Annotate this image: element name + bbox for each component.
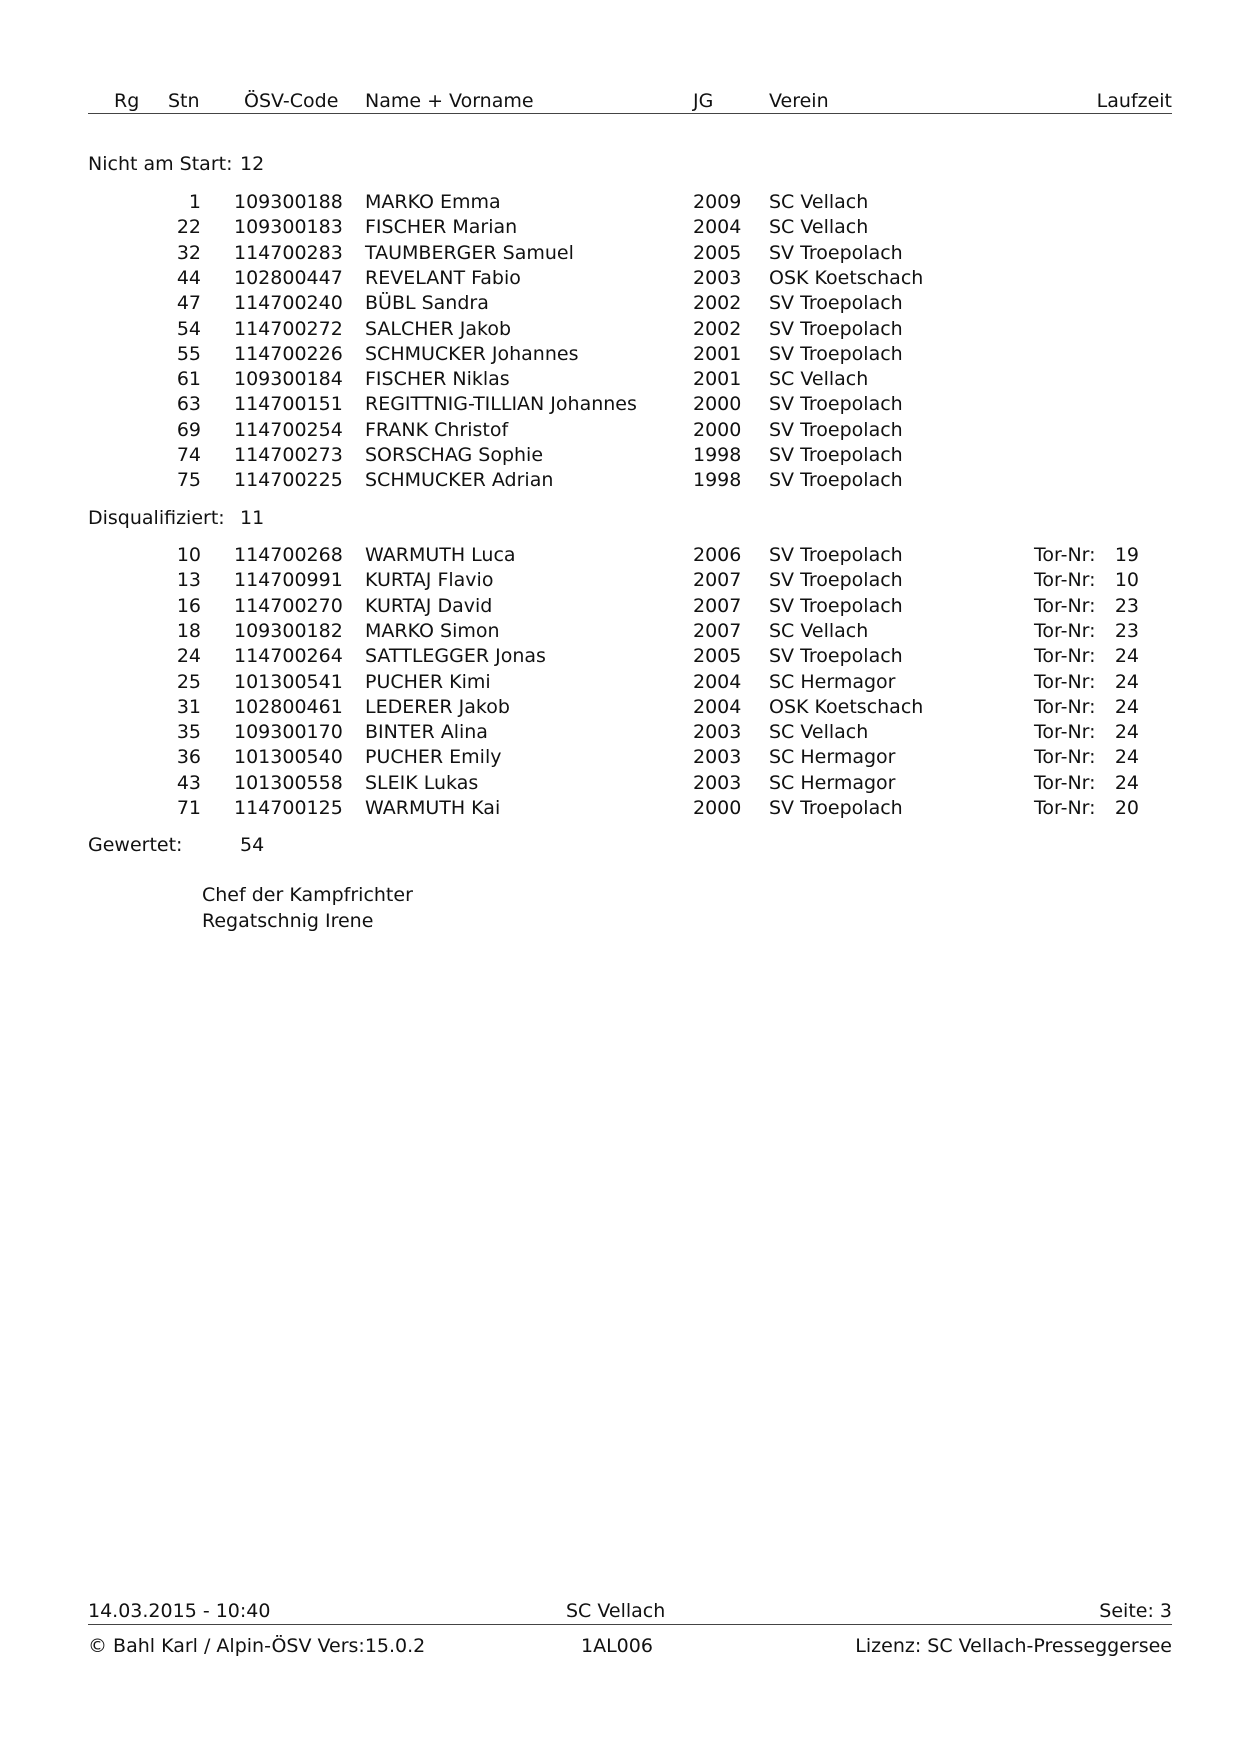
birth-year: 2003	[693, 721, 742, 744]
table-row	[0, 267, 1240, 292]
athlete-name: REGITTNIG-TILLIAN Johannes	[365, 393, 637, 416]
footer-copyright: © Bahl Karl / Alpin-ÖSV Vers:15.0.2	[88, 1635, 426, 1657]
athlete-name: LEDERER Jakob	[365, 695, 510, 718]
start-number: 22	[176, 216, 201, 239]
start-number: 75	[176, 469, 201, 492]
footer-license: Lizenz: SC Vellach-Presseggersee	[855, 1635, 1172, 1657]
start-number: 10	[176, 544, 201, 566]
oesv-code: 101300558	[234, 771, 343, 794]
club-name: SC Hermagor	[769, 670, 896, 693]
footer-divider	[88, 1624, 1172, 1625]
club-name: SV Troepolach	[769, 594, 903, 617]
table-row	[0, 797, 1240, 822]
birth-year: 2004	[693, 216, 742, 239]
gate-label: Tor-Nr:	[1034, 619, 1096, 642]
birth-year: 2003	[693, 746, 742, 769]
table-row	[0, 645, 1240, 670]
birth-year: 2001	[693, 342, 742, 365]
athlete-name: KURTAJ David	[365, 594, 493, 617]
start-number: 47	[176, 292, 201, 315]
start-number: 13	[176, 569, 201, 592]
club-name: OSK Koetschach	[769, 695, 924, 718]
club-name: SV Troepolach	[769, 317, 903, 340]
athlete-name: SCHMUCKER Adrian	[365, 469, 554, 492]
athlete-name: SCHMUCKER Johannes	[365, 342, 579, 365]
club-name: SC Vellach	[769, 721, 869, 744]
oesv-code: 114700240	[234, 292, 343, 315]
gate-number: 24	[1114, 746, 1139, 769]
birth-year: 2003	[693, 771, 742, 794]
header-club: Verein	[769, 90, 829, 112]
athlete-name: MARKO Simon	[365, 619, 500, 642]
athlete-name: BÜBL Sandra	[365, 292, 489, 315]
start-number: 18	[176, 619, 201, 642]
birth-year: 2000	[693, 393, 742, 416]
oesv-code: 114700226	[234, 342, 343, 365]
table-row	[0, 191, 1240, 216]
header-jg: JG	[693, 90, 714, 112]
start-number: 55	[176, 342, 201, 365]
gate-number: 19	[1114, 544, 1139, 566]
birth-year: 2004	[693, 670, 742, 693]
table-row	[0, 696, 1240, 721]
birth-year: 1998	[693, 469, 742, 492]
gate-label: Tor-Nr:	[1034, 695, 1096, 718]
table-row	[0, 292, 1240, 317]
athlete-name: SATTLEGGER Jonas	[365, 645, 546, 668]
birth-year: 2004	[693, 695, 742, 718]
start-number: 35	[176, 721, 201, 744]
start-number: 36	[176, 746, 201, 769]
table-row	[0, 444, 1240, 469]
athlete-name: SALCHER Jakob	[365, 317, 512, 340]
oesv-code: 109300182	[234, 619, 343, 642]
referee-name: Regatschnig Irene	[202, 910, 374, 932]
table-row	[0, 469, 1240, 494]
birth-year: 2007	[693, 619, 742, 642]
club-name: SC Vellach	[769, 368, 869, 391]
table-row	[0, 620, 1240, 645]
table-row	[0, 671, 1240, 696]
birth-year: 2000	[693, 418, 742, 441]
athlete-name: TAUMBERGER Samuel	[365, 241, 574, 264]
oesv-code: 101300540	[234, 746, 343, 769]
athlete-name: FRANK Christof	[365, 418, 509, 441]
footer-code: 1AL006	[581, 1635, 653, 1657]
athlete-name: PUCHER Kimi	[365, 670, 491, 693]
table-row	[0, 216, 1240, 241]
table-row	[0, 772, 1240, 797]
oesv-code: 114700125	[234, 797, 343, 819]
table-row	[0, 419, 1240, 444]
athlete-name: WARMUTH Kai	[365, 797, 501, 819]
birth-year: 2007	[693, 594, 742, 617]
athlete-name: KURTAJ Flavio	[365, 569, 494, 592]
birth-year: 2009	[693, 191, 742, 213]
gate-label: Tor-Nr:	[1034, 544, 1096, 566]
oesv-code: 109300188	[234, 191, 343, 213]
header-divider	[88, 113, 1172, 114]
club-name: SC Hermagor	[769, 771, 896, 794]
disqualified-label: Disqualifiziert:	[88, 507, 225, 529]
gate-number: 20	[1114, 797, 1139, 819]
disqualified-count: 11	[240, 507, 265, 529]
table-row	[0, 368, 1240, 393]
oesv-code: 109300184	[234, 368, 343, 391]
athlete-name: SLEIK Lukas	[365, 771, 479, 794]
gate-label: Tor-Nr:	[1034, 594, 1096, 617]
athlete-name: MARKO Emma	[365, 191, 501, 213]
start-number: 44	[176, 266, 201, 289]
birth-year: 2006	[693, 544, 742, 566]
club-name: SC Vellach	[769, 216, 869, 239]
oesv-code: 109300183	[234, 216, 343, 239]
table-row	[0, 569, 1240, 594]
table-row	[0, 721, 1240, 746]
athlete-name: REVELANT Fabio	[365, 266, 521, 289]
gate-number: 23	[1114, 594, 1139, 617]
oesv-code: 114700268	[234, 544, 343, 566]
birth-year: 2000	[693, 797, 742, 819]
club-name: SV Troepolach	[769, 544, 903, 566]
oesv-code: 114700270	[234, 594, 343, 617]
start-number: 24	[176, 645, 201, 668]
not-started-count: 12	[240, 153, 265, 175]
rated-label: Gewertet:	[88, 834, 183, 856]
oesv-code: 101300541	[234, 670, 343, 693]
athlete-name: SORSCHAG Sophie	[365, 444, 544, 466]
footer-club: SC Vellach	[566, 1600, 666, 1622]
club-name: SC Vellach	[769, 619, 869, 642]
oesv-code: 114700254	[234, 418, 343, 441]
table-row	[0, 343, 1240, 368]
gate-number: 24	[1114, 695, 1139, 718]
start-number: 63	[176, 393, 201, 416]
gate-label: Tor-Nr:	[1034, 746, 1096, 769]
athlete-name: PUCHER Emily	[365, 746, 502, 769]
gate-number: 10	[1114, 569, 1139, 592]
oesv-code: 102800447	[234, 266, 343, 289]
oesv-code: 114700272	[234, 317, 343, 340]
table-row	[0, 595, 1240, 620]
start-number: 1	[188, 191, 201, 213]
start-number: 71	[176, 797, 201, 819]
start-number: 16	[176, 594, 201, 617]
club-name: SV Troepolach	[769, 241, 903, 264]
footer-page: Seite: 3	[1099, 1600, 1172, 1622]
gate-label: Tor-Nr:	[1034, 797, 1096, 819]
oesv-code: 109300170	[234, 721, 343, 744]
club-name: SV Troepolach	[769, 342, 903, 365]
oesv-code: 114700225	[234, 469, 343, 492]
start-number: 31	[176, 695, 201, 718]
birth-year: 2001	[693, 368, 742, 391]
oesv-code: 114700991	[234, 569, 343, 592]
start-number: 69	[176, 418, 201, 441]
gate-label: Tor-Nr:	[1034, 771, 1096, 794]
start-number: 25	[176, 670, 201, 693]
gate-label: Tor-Nr:	[1034, 569, 1096, 592]
header-code: ÖSV-Code	[244, 90, 339, 112]
rated-count: 54	[240, 834, 265, 856]
club-name: SV Troepolach	[769, 418, 903, 441]
header-name: Name + Vorname	[365, 90, 534, 112]
birth-year: 2002	[693, 292, 742, 315]
start-number: 74	[176, 444, 201, 466]
not-started-label: Nicht am Start:	[88, 153, 233, 175]
club-name: OSK Koetschach	[769, 266, 924, 289]
gate-number: 24	[1114, 721, 1139, 744]
oesv-code: 102800461	[234, 695, 343, 718]
gate-number: 24	[1114, 670, 1139, 693]
start-number: 61	[176, 368, 201, 391]
birth-year: 2007	[693, 569, 742, 592]
oesv-code: 114700283	[234, 241, 343, 264]
birth-year: 2003	[693, 266, 742, 289]
birth-year: 2005	[693, 645, 742, 668]
header-rg: Rg	[114, 90, 140, 112]
gate-label: Tor-Nr:	[1034, 645, 1096, 668]
table-row	[0, 544, 1240, 569]
club-name: SV Troepolach	[769, 469, 903, 492]
oesv-code: 114700273	[234, 444, 343, 466]
birth-year: 2002	[693, 317, 742, 340]
start-number: 54	[176, 317, 201, 340]
start-number: 43	[176, 771, 201, 794]
club-name: SV Troepolach	[769, 444, 903, 466]
gate-number: 24	[1114, 645, 1139, 668]
club-name: SV Troepolach	[769, 645, 903, 668]
gate-label: Tor-Nr:	[1034, 721, 1096, 744]
club-name: SV Troepolach	[769, 393, 903, 416]
gate-number: 24	[1114, 771, 1139, 794]
athlete-name: FISCHER Marian	[365, 216, 518, 239]
gate-number: 23	[1114, 619, 1139, 642]
table-row	[0, 242, 1240, 267]
referee-title: Chef der Kampfrichter	[202, 884, 413, 906]
gate-label: Tor-Nr:	[1034, 670, 1096, 693]
athlete-name: FISCHER Niklas	[365, 368, 510, 391]
club-name: SV Troepolach	[769, 292, 903, 315]
club-name: SC Vellach	[769, 191, 869, 213]
table-row	[0, 746, 1240, 771]
table-row	[0, 318, 1240, 343]
header-stn: Stn	[168, 90, 200, 112]
start-number: 32	[176, 241, 201, 264]
oesv-code: 114700264	[234, 645, 343, 668]
club-name: SV Troepolach	[769, 569, 903, 592]
birth-year: 2005	[693, 241, 742, 264]
athlete-name: BINTER Alina	[365, 721, 488, 744]
header-time: Laufzeit	[1096, 90, 1172, 112]
club-name: SC Hermagor	[769, 746, 896, 769]
footer-datetime: 14.03.2015 - 10:40	[88, 1600, 271, 1622]
club-name: SV Troepolach	[769, 797, 903, 819]
athlete-name: WARMUTH Luca	[365, 544, 516, 566]
birth-year: 1998	[693, 444, 742, 466]
table-row	[0, 393, 1240, 418]
oesv-code: 114700151	[234, 393, 343, 416]
